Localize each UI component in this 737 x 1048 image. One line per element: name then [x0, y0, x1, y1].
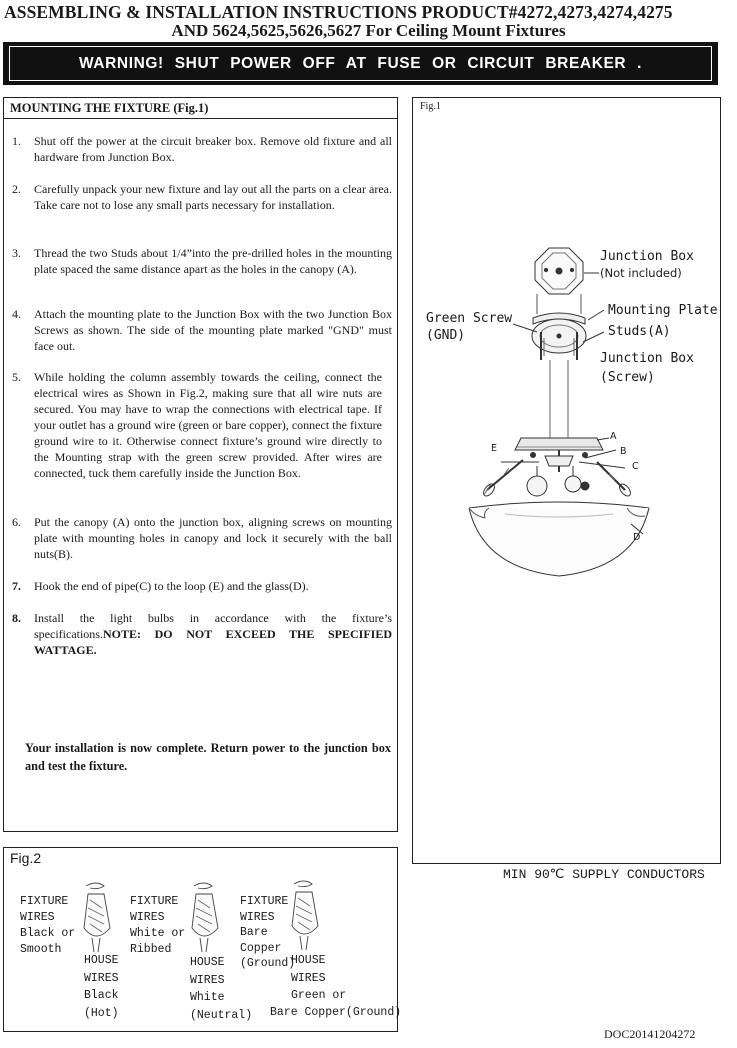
fixture-wires-ground: FIXTURE WIRES Bare Copper (Ground) [240, 895, 296, 970]
completion-note: Your installation is now complete. Return power to the junction box and test the fixture. [25, 741, 391, 773]
house-wires-ground-tail: Bare Copper(Ground) [270, 1006, 402, 1019]
step-number: 6. [12, 515, 21, 529]
step-number: 1. [12, 134, 21, 148]
title-line-2: AND 5624,5625,5626,5627 For Ceiling Mount Fixtures [171, 21, 566, 40]
warning-frame [9, 46, 712, 81]
green-screw-label-1: Green Screw [426, 311, 513, 326]
fixture-exploded-diagram [413, 98, 722, 865]
wire-nut-1 [84, 883, 110, 952]
part-b-label: B [620, 446, 627, 457]
figure-1 [412, 97, 721, 864]
fixture-wires-white: FIXTURE WIRES White or Ribbed [130, 895, 186, 956]
mounting-heading: MOUNTING THE FIXTURE (Fig.1) [10, 101, 209, 115]
supply-conductors-note: MIN 90℃ SUPPLY CONDUCTORS [503, 867, 705, 882]
step-text: Carefully unpack your new fixture and lay out all the parts on a clear area. Take care not to lose any small parts necessary for installation. [34, 182, 392, 212]
junction-box-label: Junction Box [600, 249, 694, 264]
part-e-label: E [491, 443, 498, 454]
mounting-plate-label: Mounting Plate [608, 303, 718, 318]
heading-divider [4, 118, 397, 119]
document-number: DOC20141204272 [604, 1027, 696, 1041]
fig2-label: Fig.2 [10, 850, 42, 866]
junction-box-screw-label-1: Junction Box [600, 351, 694, 366]
part-c-label: C [632, 461, 639, 472]
step-text: Attach the mounting plate to the Junction Box with the two Junction Box Screws as shown. The side of the mounting plate marked "GND" must face out. [34, 307, 392, 353]
step-text: Install the light bulbs in accordance with the fixture’s specifications. [34, 611, 392, 641]
green-screw-label-2: (GND) [426, 328, 466, 343]
not-included-label: (Not included) [600, 266, 682, 280]
house-wires-white: HOUSE WIRES White (Neutral) [190, 956, 253, 1022]
step-text: Hook the end of pipe(C) to the loop (E) and the glass(D). [34, 579, 309, 593]
step-text: Shut off the power at the circuit breaker box. Remove old fixture and all hardware from Junction Box. [34, 134, 392, 164]
wire-nut-3 [292, 881, 318, 950]
house-wires-ground: HOUSE WIRES Green or [291, 954, 347, 1002]
step-text-block [34, 610, 392, 658]
step-number: 2. [12, 182, 21, 196]
house-wires-black: HOUSE WIRES Black (Hot) [84, 954, 119, 1020]
junction-box-screw-label-2: (Screw) [600, 370, 655, 385]
warning-text: WARNING! SHUT POWER OFF AT FUSE OR CIRCUIT BREAKER . [78, 54, 643, 72]
part-a-label: A [610, 431, 617, 442]
wire-nut-2 [192, 883, 218, 952]
step-text: Thread the two Studs about 1/4”into the pre-drilled holes in the mounting plate spaced the same distance apart as the holes in the canopy (A). [34, 246, 392, 276]
figure-2 [3, 847, 402, 1032]
studs-label: Studs(A) [608, 324, 671, 339]
step-number: 4. [12, 307, 21, 321]
warning-banner [3, 42, 718, 85]
step-number: 5. [12, 370, 21, 384]
step-text: While holding the column assembly towards the ceiling, connect the electrical wires as Shown in Fig.2, making sure that all wire nuts are secured. You may have to wrap the connections with electrical tape. If your outlet has a ground wire (green or bare copper), connect the fixture ground wire to it. Otherwise connect fixture’s ground wire directly to the Mounting strap with the green screw provided. After wires are connected, tuck them carefully inside the Junction Box. [34, 370, 382, 480]
step-text: Put the canopy (A) onto the junction box, aligning screws on mounting plate with mounting holes in canopy and lock it securely with the ball nuts(B). [34, 515, 392, 561]
wattage-note: NOTE: DO NOT EXCEED THE SPECIFIED WATTAGE. [34, 627, 392, 657]
fig1-label: Fig.1 [420, 101, 441, 112]
step-number: 3. [12, 246, 21, 260]
title-line-1: ASSEMBLING & INSTALLATION INSTRUCTIONS PRODUCT#4272,4273,4274,4275 [4, 2, 673, 22]
step-number: 8. [12, 611, 21, 625]
fixture-wires-black: FIXTURE WIRES Black or Smooth [20, 895, 76, 956]
mounting-instructions [3, 97, 398, 832]
part-d-label: D [633, 532, 641, 543]
step-number: 7. [12, 579, 21, 593]
